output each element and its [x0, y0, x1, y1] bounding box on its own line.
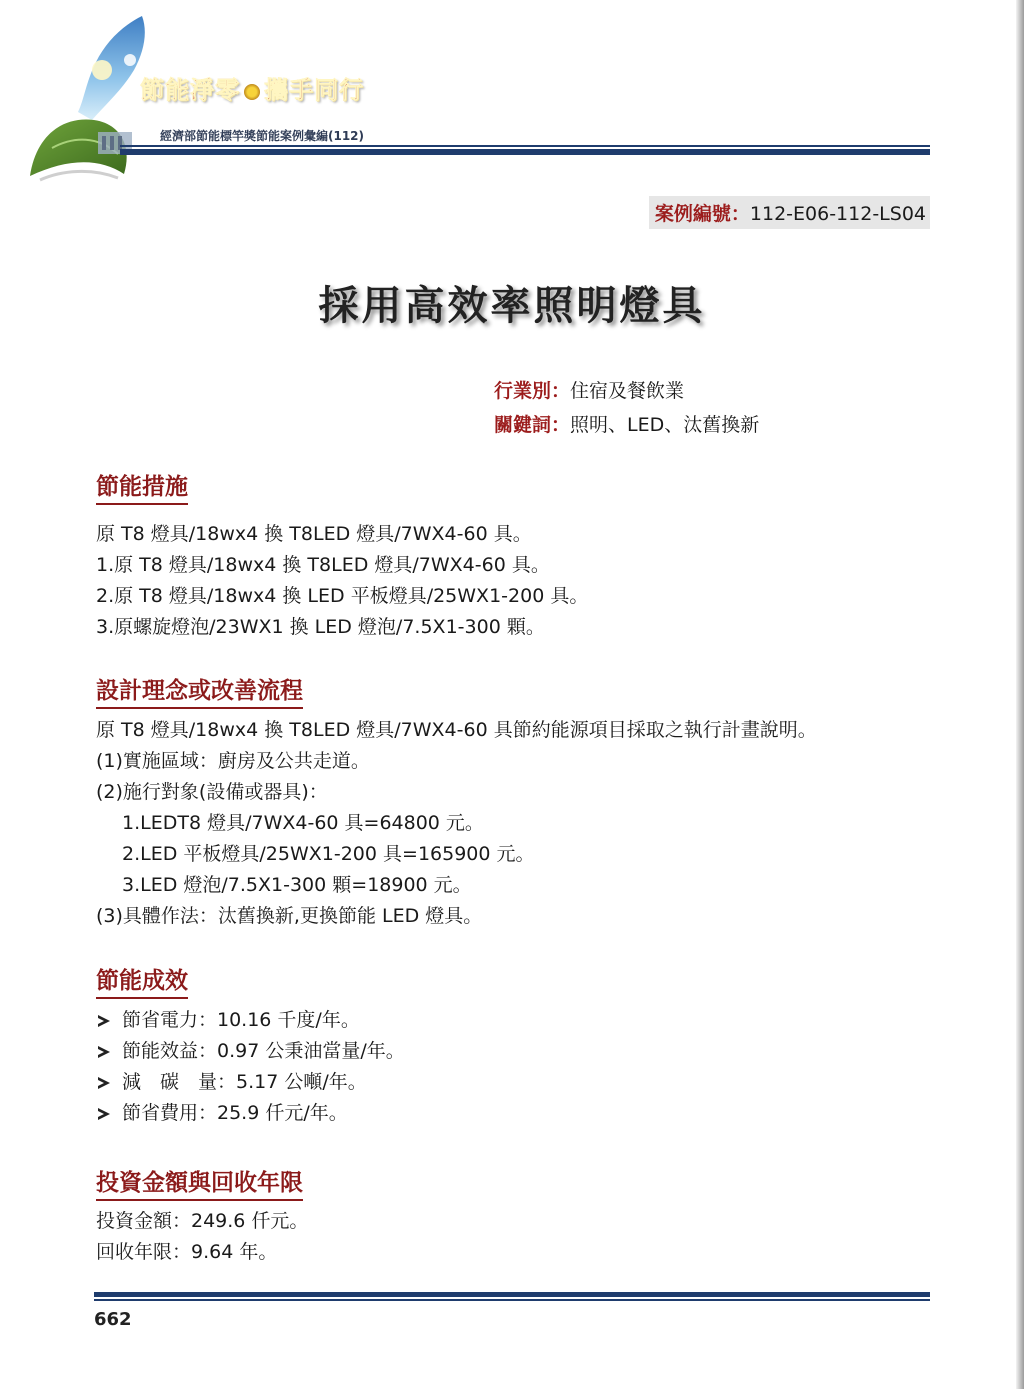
design-line: 2.LED 平板燈具/25WX1-200 具=165900 元。 [122, 843, 535, 865]
design-line: 原 T8 燈具/18wx4 換 T8LED 燈具/7WX4-60 具節約能源項目採取之執行計畫說明。 [96, 719, 817, 741]
list-item: 減 碳 量：5.17 公噸/年。 [96, 1067, 405, 1098]
investment-body [96, 1206, 308, 1268]
design-line: (2)施行對象(設備或器具)： [96, 781, 328, 803]
measures-line: 原 T8 燈具/18wx4 換 T8LED 燈具/7WX4-60 具。 [96, 523, 532, 545]
measures-line: 1.原 T8 燈具/18wx4 換 T8LED 燈具/7WX4-60 具。 [96, 554, 550, 576]
slogan-left: 節能淨零 [140, 75, 240, 104]
section-heading-results: 節能成效 [96, 962, 188, 999]
sunflower-icon [244, 84, 260, 100]
results-list [96, 1005, 405, 1129]
list-item: 節省費用：25.9 仟元/年。 [96, 1098, 405, 1129]
industry-row [494, 374, 759, 408]
page-edge-shadow [1016, 0, 1024, 1389]
slogan-right: 攜手同行 [264, 75, 364, 104]
keywords-value: 照明、LED、汰舊換新 [570, 414, 760, 436]
section-heading-investment: 投資金額與回收年限 [96, 1164, 303, 1201]
industry-label: 行業別： [494, 380, 571, 402]
design-line: 3.LED 燈泡/7.5X1-300 顆=18900 元。 [122, 874, 472, 896]
header-slogan [140, 70, 364, 105]
results-body [96, 1005, 405, 1129]
case-number-value: 112-E06-112-LS04 [749, 203, 926, 225]
design-line: (1)實施區域：廚房及公共走道。 [96, 750, 370, 772]
list-item: 節省電力：10.16 千度/年。 [96, 1005, 405, 1036]
measures-body [96, 519, 588, 643]
list-item: 節能效益：0.97 公秉油當量/年。 [96, 1036, 405, 1067]
design-body [96, 715, 817, 932]
design-line: 1.LEDT8 燈具/7WX4-60 具=64800 元。 [122, 812, 484, 834]
header-subtitle: 經濟部節能標竿獎節能案例彙編(112) [160, 129, 365, 143]
measures-line: 3.原螺旋燈泡/23WX1 換 LED 燈泡/7.5X1-300 顆。 [96, 616, 545, 638]
section-heading-design: 設計理念或改善流程 [96, 672, 303, 709]
case-meta [494, 374, 759, 442]
case-number-label: 案例編號： [654, 203, 750, 225]
measures-line: 2.原 T8 燈具/18wx4 換 LED 平板燈具/25WX1-200 具。 [96, 585, 589, 607]
page-title: 採用高效率照明燈具 [318, 283, 706, 329]
investment-line: 回收年限：9.64 年。 [96, 1241, 278, 1263]
design-line: (3)具體作法：汰舊換新,更換節能 LED 燈具。 [96, 905, 483, 927]
case-number-box [649, 196, 930, 229]
header-rule [120, 145, 930, 155]
industry-value: 住宿及餐飲業 [570, 380, 685, 402]
investment-line: 投資金額：249.6 仟元。 [96, 1210, 309, 1232]
keywords-row [494, 408, 759, 442]
section-heading-measures: 節能措施 [96, 468, 188, 505]
keywords-label: 關鍵詞： [494, 414, 571, 436]
footer-rule [94, 1292, 930, 1301]
page-number: 662 [94, 1309, 132, 1330]
